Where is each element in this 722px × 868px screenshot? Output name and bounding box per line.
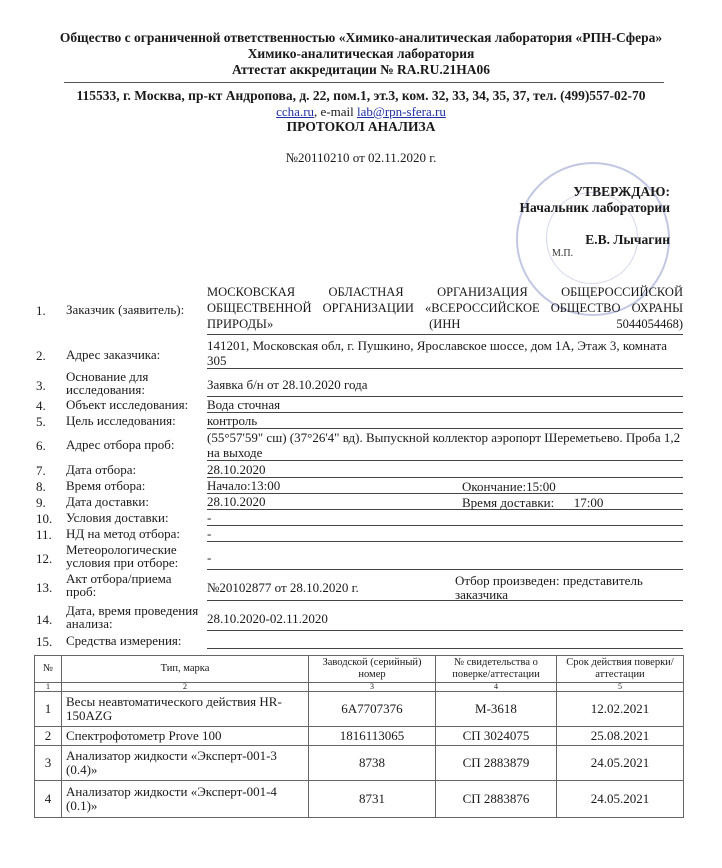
instrument-name: Спектрофотометр Prove 100 xyxy=(62,727,309,746)
row-number: 4. xyxy=(36,398,46,413)
col-number: 1 xyxy=(35,683,62,692)
row-label: Цель исследования: xyxy=(66,413,176,428)
row-number: 7. xyxy=(36,463,46,478)
col-header-number: № xyxy=(35,656,62,683)
row-value: - xyxy=(207,511,683,526)
row-value: 28.10.2020-02.11.2020 xyxy=(207,608,683,631)
row-value: - xyxy=(207,547,683,570)
row-value: - xyxy=(207,527,683,542)
contacts-line xyxy=(0,104,722,120)
org-name: Общество с ограниченной ответственностью «Химико-аналитическая лаборатория «РПН-Сфера» xyxy=(59,30,663,45)
sampling-start: Начало:13:00 xyxy=(207,478,281,493)
serial-number: 1816113065 xyxy=(309,727,436,746)
row-number: 13. xyxy=(36,580,53,595)
row-label: Дата доставки: xyxy=(66,494,150,509)
row-value: (55°57'59" сш) (37°26'4" вд). Выпускной коллектор аэропорт Шереметьево. Проба 1,2 на выходе xyxy=(207,430,683,461)
row-label: Условия доставки: xyxy=(66,510,169,525)
row-index: 3 xyxy=(35,746,62,781)
row-number: 3. xyxy=(36,378,46,393)
row-label: НД на метод отбора: xyxy=(66,526,180,541)
header-divider xyxy=(64,82,664,83)
certificate-number: СП 3024075 xyxy=(436,727,557,746)
row-label: Основание для исследования: xyxy=(66,369,149,397)
col-header-serial: Заводской (серийный) номер xyxy=(309,656,436,683)
row-number: 10. xyxy=(36,511,53,526)
sampling-end: Окончание:15:00 xyxy=(462,479,556,494)
col-number: 5 xyxy=(557,683,684,692)
col-header-certificate: № свидетельства о поверке/аттестации xyxy=(436,656,557,683)
lab-address: 115533, г. Москва, пр-кт Андропова, д. 22, пом.1, эт.3, ком. 32, 33, 34, 35, 37, тел. (499)557-02-70 xyxy=(76,88,646,103)
row-label: Адрес заказчика: xyxy=(66,347,161,362)
sampling-performer: Отбор произведен: представитель заказчика xyxy=(455,573,643,602)
table-row xyxy=(35,746,684,781)
row-label: Метеорологические условия при отборе: xyxy=(66,542,179,570)
row-label: Акт отбора/приема проб: xyxy=(66,571,172,599)
lab-name: Химико-аналитическая лаборатория xyxy=(247,46,475,61)
serial-number: 8731 xyxy=(309,781,436,818)
col-header-type: Тип, марка xyxy=(62,656,309,683)
doc-title: ПРОТОКОЛ АНАЛИЗА xyxy=(286,119,436,134)
row-label: Дата, время проведения анализа: xyxy=(66,603,199,631)
doc-number: №20110210 от 02.11.2020 г. xyxy=(285,150,437,165)
website-link[interactable]: ccha.ru xyxy=(276,104,315,119)
delivery-date: 28.10.2020 xyxy=(207,494,266,509)
row-value xyxy=(207,495,683,510)
col-number: 4 xyxy=(436,683,557,692)
row-number: 14. xyxy=(36,612,53,627)
table-row xyxy=(35,781,684,818)
row-value: Заявка б/н от 28.10.2020 года xyxy=(207,374,683,397)
email-link[interactable]: lab@rpn-sfera.ru xyxy=(357,104,446,119)
row-value xyxy=(207,284,683,335)
instrument-name: Весы неавтоматического действия HR-150AZG xyxy=(62,692,309,727)
row-number: 12. xyxy=(36,551,53,566)
row-number: 11. xyxy=(36,527,52,542)
row-value xyxy=(207,479,683,494)
row-value: 141201, Московская обл, г. Пушкино, Ярославское шоссе, дом 1А, Этаж 3, комната 305 xyxy=(207,338,683,369)
row-label: Объект исследования: xyxy=(66,397,189,412)
row-number: 5. xyxy=(36,414,46,429)
certificate-number: М-3618 xyxy=(436,692,557,727)
table-header-row xyxy=(35,656,684,683)
table-column-numbers xyxy=(35,683,684,692)
table-row xyxy=(35,727,684,746)
approve-title: УТВЕРЖДАЮ: xyxy=(573,184,670,199)
row-value: контроль xyxy=(207,414,683,429)
row-number: 15. xyxy=(36,634,53,649)
row-number: 9. xyxy=(36,495,46,510)
row-number: 2. xyxy=(36,348,46,363)
row-value: Вода сточная xyxy=(207,398,683,413)
sampling-act-number: №20102877 от 28.10.2020 г. xyxy=(207,580,359,595)
accreditation: Аттестат аккредитации № RA.RU.21НА06 xyxy=(231,62,491,77)
col-number: 3 xyxy=(309,683,436,692)
row-index: 2 xyxy=(35,727,62,746)
instrument-name: Анализатор жидкости «Эксперт-001-3 (0.4)» xyxy=(62,746,309,781)
instruments-table xyxy=(34,655,684,818)
row-number: 8. xyxy=(36,479,46,494)
row-number: 6. xyxy=(36,438,46,453)
delivery-time: Время доставки: 17:00 xyxy=(462,495,604,510)
table-row xyxy=(35,692,684,727)
row-value: 28.10.2020 xyxy=(207,463,683,478)
validity-date: 24.05.2021 xyxy=(557,746,684,781)
row-index: 1 xyxy=(35,692,62,727)
row-label: Время отбора: xyxy=(66,478,146,493)
validity-date: 12.02.2021 xyxy=(557,692,684,727)
row-label: Заказчик (заявитель): xyxy=(66,302,185,317)
certificate-number: СП 2883876 xyxy=(436,781,557,818)
row-label: Дата отбора: xyxy=(66,462,137,477)
customer-value: МОСКОВСКАЯ ОБЛАСТНАЯ ОРГАНИЗАЦИЯ ОБЩЕРОССИЙСКОЙ ОБЩЕСТВЕННОЙ ОРГАНИЗАЦИИ «ВСЕРОССИЙСКОЕ ОБЩЕСТВО ОХРАНЫ ПРИРОДЫ» (ИНН 5044054468) xyxy=(207,285,683,331)
validity-date: 24.05.2021 xyxy=(557,781,684,818)
approver-position: Начальник лаборатории xyxy=(519,200,670,215)
row-number: 1. xyxy=(36,303,46,318)
col-header-validity: Срок действия поверки/аттестации xyxy=(557,656,684,683)
email-prefix: , e-mail xyxy=(314,104,357,119)
serial-number: 8738 xyxy=(309,746,436,781)
stamp-mark: М.П. xyxy=(552,248,574,259)
row-label: Средства измерения: xyxy=(66,633,182,648)
certificate-number: СП 2883879 xyxy=(436,746,557,781)
row-index: 4 xyxy=(35,781,62,818)
row-value xyxy=(207,634,683,649)
validity-date: 25.08.2021 xyxy=(557,727,684,746)
serial-number: 6A7707376 xyxy=(309,692,436,727)
approver-name: Е.В. Лычагин xyxy=(585,232,670,247)
row-label: Адрес отбора проб: xyxy=(66,437,175,452)
col-number: 2 xyxy=(62,683,309,692)
instrument-name: Анализатор жидкости «Эксперт-001-4 (0.1)» xyxy=(62,781,309,818)
